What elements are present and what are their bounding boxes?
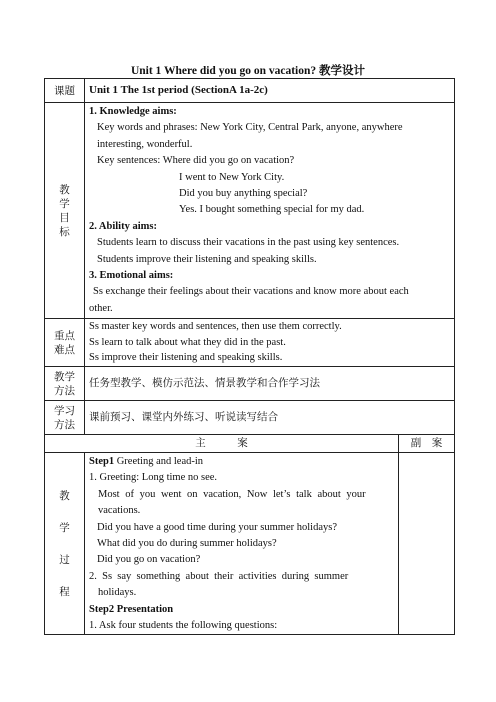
ability-line: Students learn to discuss their vacations in the past using key sentences.	[97, 237, 400, 249]
key-words-line: Key words and phrases: New York City, Central Park, anyone, anywhere	[97, 122, 403, 134]
keypoint-line: Ss improve their listening and speaking skills.	[89, 352, 283, 364]
plan-header-row	[45, 435, 455, 453]
ability-heading: 2. Ability aims:	[89, 220, 157, 232]
keypoints-row	[45, 319, 455, 367]
aims-label-char: 标	[59, 225, 70, 238]
step1-title: Greeting and lead-in	[114, 456, 204, 467]
question-line: What did you do during summer holidays?	[97, 538, 277, 550]
process-label-char: 教	[59, 489, 70, 502]
topic-value: Unit 1 The 1st period (SectionA 1a-2c)	[85, 79, 455, 103]
teaching-method-row	[45, 367, 455, 401]
process-label	[45, 453, 85, 635]
aims-label-char: 学	[59, 197, 70, 210]
keypoints-label	[45, 319, 85, 367]
teaching-method-label-line: 方法	[54, 384, 75, 397]
process-label-char: 过	[59, 553, 70, 566]
key-sentence: I went to New York City.	[179, 171, 285, 183]
aims-label	[45, 103, 85, 319]
process-line: 1. Greeting: Long time no see.	[89, 472, 218, 484]
step1-heading	[89, 454, 394, 470]
aims-row	[45, 103, 455, 319]
learning-method-row	[45, 401, 455, 435]
topic-label: 课题	[45, 79, 85, 103]
key-sentence: Yes. I bought something special for my dad.	[179, 204, 365, 216]
side-plan-cell	[399, 453, 455, 635]
keypoint-line: Ss learn to talk about what they did in the past.	[89, 336, 286, 348]
keypoints-label-line: 重点	[54, 329, 75, 342]
process-line: 1. Ask four students the following questions:	[89, 620, 278, 632]
question-line: Did you have a good time during your summer holidays?	[97, 521, 337, 533]
learning-method-label-line: 方法	[54, 418, 75, 431]
page-title: Unit 1 Where did you go on vacation? 教学设计	[130, 65, 366, 77]
knowledge-heading: 1. Knowledge aims:	[89, 106, 177, 117]
process-line: 2. Ss say something about their activities during summer	[89, 570, 349, 582]
learning-method-value: 课前预习、课堂内外练习、听说读写结合	[85, 401, 455, 435]
teaching-method-label-line: 教学	[54, 370, 75, 383]
emotional-line: other.	[89, 302, 113, 314]
learning-method-label-line: 学习	[54, 404, 75, 417]
step1-label: Step1	[89, 456, 115, 467]
learning-method-label	[45, 401, 85, 435]
process-label-char: 学	[59, 521, 70, 534]
aims-label-char: 教	[59, 183, 70, 196]
process-line: Most of you went on vacation, Now let’s talk about your	[98, 488, 366, 500]
keypoint-line: Ss master key words and sentences, then use them correctly.	[89, 321, 342, 332]
key-sentences-line: Key sentences: Where did you go on vacation?	[97, 155, 295, 167]
lesson-plan-table	[44, 78, 455, 635]
aims-content	[85, 103, 455, 319]
keypoints-content	[85, 319, 455, 367]
process-line: holidays.	[98, 587, 137, 599]
key-sentence: Did you buy anything special?	[179, 188, 308, 200]
topic-row	[45, 79, 455, 103]
process-label-char: 程	[59, 585, 70, 598]
emotional-heading: 3. Emotional aims:	[89, 270, 174, 282]
main-plan-header: 主 案	[45, 435, 399, 453]
aims-label-char: 目	[59, 211, 70, 224]
step2-heading: Step2 Presentation	[89, 603, 174, 615]
side-plan-header: 副 案	[399, 435, 455, 453]
teaching-method-value: 任务型教学、模仿示范法、情景教学和合作学习法	[85, 367, 455, 401]
ability-line: Students improve their listening and speaking skills.	[97, 253, 317, 265]
process-row	[45, 453, 455, 635]
key-words-line: interesting, wonderful.	[97, 138, 193, 150]
teaching-method-label	[45, 367, 85, 401]
process-line: vacations.	[98, 505, 141, 517]
process-content	[85, 453, 399, 635]
question-line: Did you go on vacation?	[97, 554, 201, 566]
keypoints-label-line: 难点	[54, 343, 75, 356]
emotional-line: Ss exchange their feelings about their vacations and know more about each	[93, 286, 409, 298]
